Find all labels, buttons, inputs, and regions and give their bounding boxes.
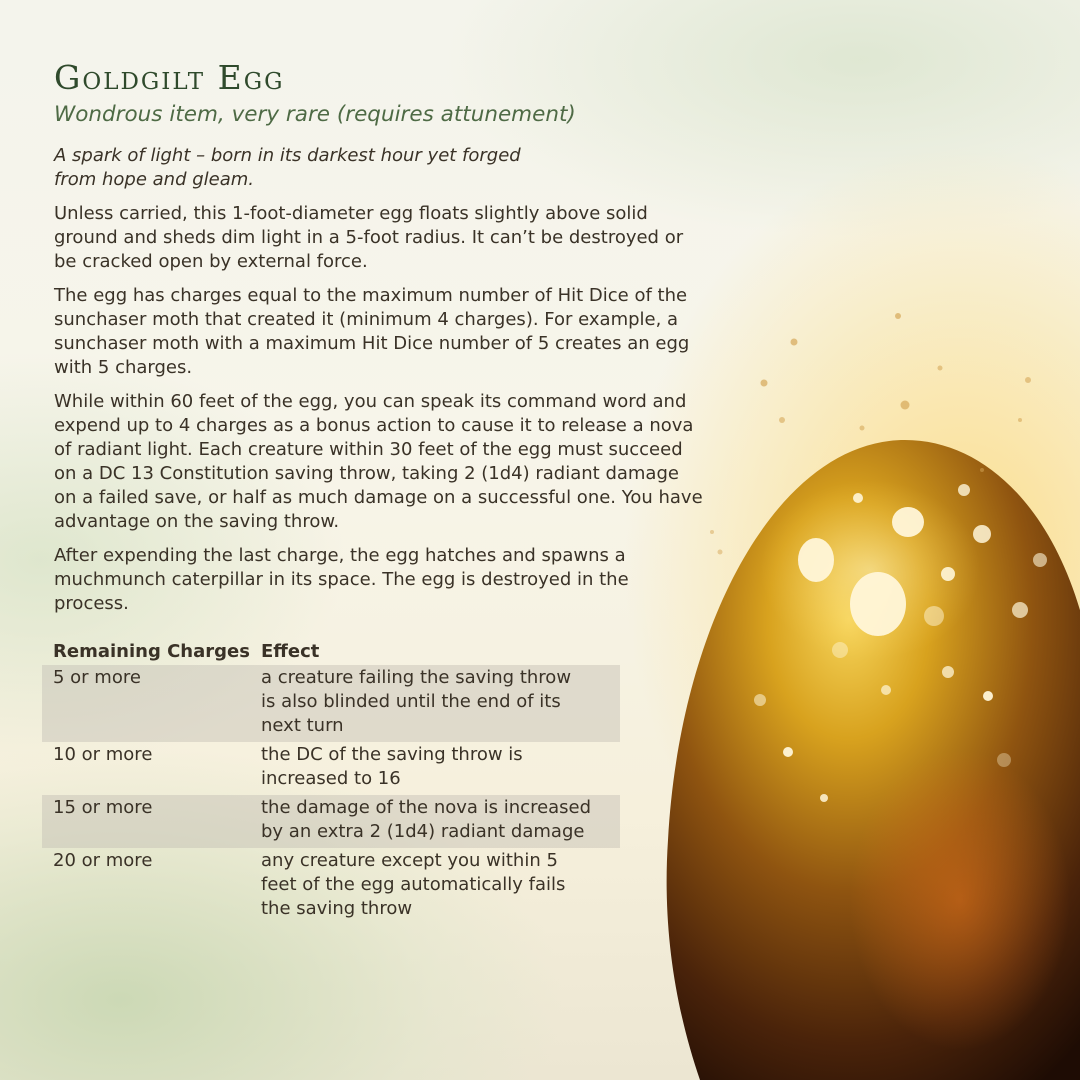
effect-cell: any creature except you within 5 feet of the egg automatically fails the saving throw bbox=[261, 850, 566, 919]
charges-cell: 15 or more bbox=[53, 797, 153, 818]
paragraph-hatching: After expending the last charge, the egg hatches and spawns a muchmunch caterpillar in its space. The egg is destroyed in the process. bbox=[54, 545, 629, 614]
header-remaining-charges: Remaining Charges bbox=[53, 641, 250, 662]
table-row bbox=[42, 742, 620, 795]
charges-cell: 20 or more bbox=[53, 850, 153, 871]
table-row bbox=[42, 848, 620, 925]
paragraph-nova: While within 60 feet of the egg, you can speak its command word and expend up to 4 charges as a bonus action to cause it to release a nova of radiant light. Each creature within 30 feet of the egg must succeed on a DC 13 Constitution saving throw, taking 2 (1d4) radiant damage on a failed save, or half as much damage on a successful one. You have advantage on the saving throw. bbox=[54, 391, 703, 532]
effect-cell: the damage of the nova is increased by an extra 2 (1d4) radiant damage bbox=[261, 797, 592, 842]
effect-cell: a creature failing the saving throw is also blinded until the end of its next turn bbox=[261, 667, 572, 736]
table-header bbox=[42, 640, 620, 665]
egg-shape bbox=[667, 440, 1080, 1080]
header-effect: Effect bbox=[261, 641, 320, 662]
item-title: Goldgilt Egg bbox=[54, 58, 285, 97]
charges-table bbox=[42, 640, 620, 925]
table-row bbox=[42, 665, 620, 742]
paragraph-charges: The egg has charges equal to the maximum number of Hit Dice of the sunchaser moth that created it (minimum 4 charges). For example, a sunchaser moth with a maximum Hit Dice number of 5 creates an egg with 5 charges. bbox=[54, 285, 690, 378]
table-row bbox=[42, 795, 620, 848]
paragraph-properties: Unless carried, this 1-foot-diameter egg floats slightly above solid ground and sheds dim light in a 5-foot radius. It can’t be destroyed or be cracked open by external force. bbox=[54, 203, 684, 272]
flavor-text: A spark of light – born in its darkest hour yet forged from hope and gleam. bbox=[54, 145, 521, 190]
charges-cell: 5 or more bbox=[53, 667, 141, 688]
effect-cell: the DC of the saving throw is increased to 16 bbox=[261, 744, 523, 789]
item-description bbox=[54, 56, 714, 626]
item-subtitle: Wondrous item, very rare (requires attunement) bbox=[54, 102, 576, 127]
charges-cell: 10 or more bbox=[53, 744, 153, 765]
